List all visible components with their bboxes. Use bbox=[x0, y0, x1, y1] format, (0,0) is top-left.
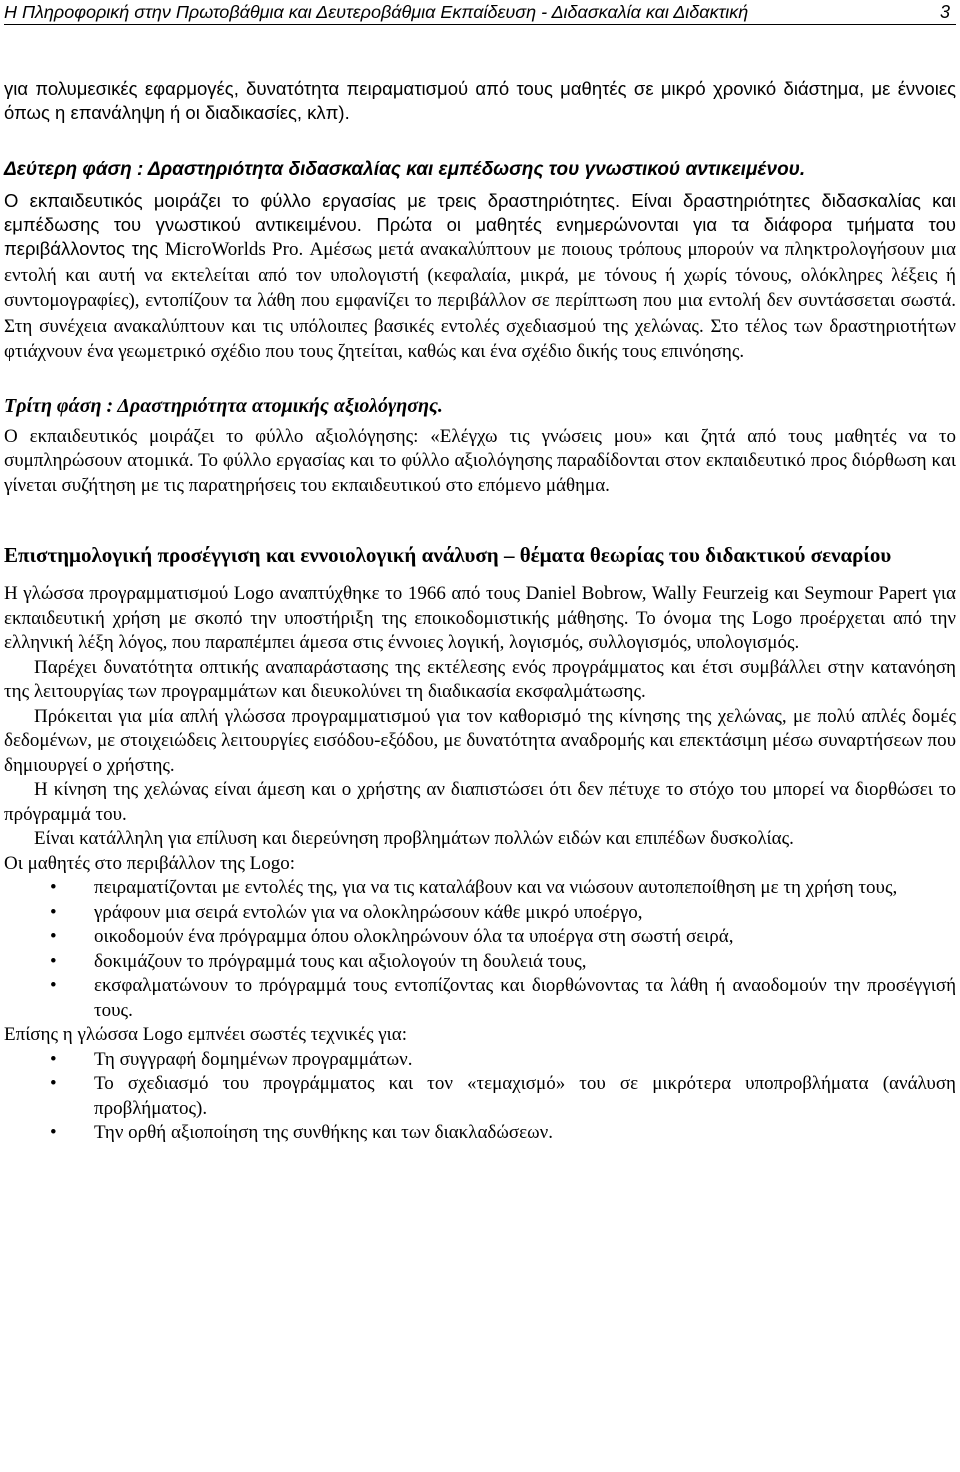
phase3-title: Τρίτη φάση : Δραστηριότητα ατομικής αξιολόγησης. bbox=[4, 394, 443, 417]
techniques-bullet-list bbox=[4, 1048, 956, 1146]
list-item bbox=[4, 901, 956, 926]
list-item bbox=[4, 1072, 956, 1121]
phase2-paragraph-a: Ο εκπαιδευτικός μοιράζει το φύλλο εργασίας με τρεις δραστηριότητες. Είναι δραστηριότητες διδασκαλίας και εμπέδωσης του γνωστικού αντικειμένου. Πρώτα οι μαθητές ενημερώνονται για τα διάφορα τμήματα του περιβάλλοντος της bbox=[4, 190, 956, 259]
phase2-paragraph bbox=[4, 189, 956, 365]
list-item-text: Το σχεδιασμό του προγράμματος και τον «τεμαχισμό» του σε μικρότερα υποπροβλήματα (ανάλυση προβλήματος). bbox=[94, 1073, 956, 1119]
section-title: Επιστημολογική προσέγγιση και εννοιολογική ανάλυση – θέματα θεωρίας του διδακτικού σεναρίου bbox=[4, 543, 892, 567]
section-paragraph: Η γλώσσα προγραμματισμού Logo αναπτύχθηκε το 1966 από τους Daniel Bobrow, Wally Feurzeig και Seymour Papert για εκπαιδευτική χρήση με σκοπό την υποστήριξη της εποικοδομιστικής μάθησης. Το όνομα της Logo προέρχεται από την ελληνική λέξη λόγος, που παραπέμπει άμεσα στις έννοιες λογική, λογισμός, συλλογισμός, υπολογισμός. bbox=[4, 583, 956, 653]
list-item-text: οικοδομούν ένα πρόγραμμα όπου ολοκληρώνουν όλα τα υποέργα στη σωστή σειρά, bbox=[94, 926, 734, 947]
page-number: 3 bbox=[939, 2, 950, 22]
techniques-intro: Επίσης η γλώσσα Logo εμπνέει σωστές τεχνικές για: bbox=[4, 1024, 407, 1045]
bullet-icon: • bbox=[50, 950, 57, 972]
list-item bbox=[4, 974, 956, 1023]
list-item bbox=[4, 925, 956, 950]
section-paragraph: Πρόκειται για μία απλή γλώσσα προγραμματισμού για τον καθορισμό της κίνησης της χελώνας, με πολύ απλές δομές δεδομένων, με στοιχειώδεις λειτουργίες εισόδου-εξόδου, με δυνατότητα αναδρομής και επεκτάσιμη μέσω συναρτήσεων που δημιουργεί ο χρήστης. bbox=[4, 705, 956, 776]
bullet-icon: • bbox=[50, 975, 57, 996]
section-paragraph: Η κίνηση της χελώνας είναι άμεση και ο χρήστης αν διαπιστώσει ότι δεν πέτυχε το στόχο του μπορεί να διορθώσει το πρόγραμμά του. bbox=[4, 779, 956, 825]
intro-continuation: για πολυμεσικές εφαρμογές, δυνατότητα πειραματισμού από τους μαθητές σε μικρό χρονικό διάστημα, με έννοιες όπως η επανάληψη ή οι διαδικασίες, κλπ). bbox=[4, 78, 956, 123]
list-item-text: Την ορθή αξιοποίηση της συνθήκης και των διακλαδώσεων. bbox=[94, 1122, 553, 1143]
students-bullet-list bbox=[4, 876, 956, 1023]
list-item-text: δοκιμάζουν το πρόγραμμά τους και αξιολογούν τη δουλειά τους, bbox=[94, 950, 587, 972]
list-item bbox=[4, 876, 956, 901]
list-item-text: γράφουν μια σειρά εντολών για να ολοκληρώσουν κάθε μικρό υποέργο, bbox=[94, 901, 643, 923]
section-paragraph: Είναι κατάλληλη για επίλυση και διερεύνηση προβλημάτων πολλών ειδών και επιπέδων δυσκολίας. bbox=[34, 828, 794, 849]
phase3-paragraph: Ο εκπαιδευτικός μοιράζει το φύλλο αξιολόγησης: «Ελέγχω τις γνώσεις μου» και ζητά από τους μαθητές να το συμπληρώσουν ατομικά. Το φύλλο εργασίας και το φύλλο αξιολόγησης παραδίδονται στον εκπαιδευτικό προς διόρθωση και γίνεται συζήτηση με τις παρατηρήσεις του εκπαιδευτικού στο επόμενο μάθημα. bbox=[4, 425, 956, 496]
document-page bbox=[4, 0, 956, 1146]
bullet-icon: • bbox=[50, 901, 57, 923]
bullet-icon: • bbox=[50, 1122, 57, 1143]
section-paragraph: Παρέχει δυνατότητα οπτικής αναπαράστασης της εκτέλεσης ενός προγράμματος και έτσι συμβάλλει στην κατανόηση της λειτουργίας των προγραμμάτων και διευκολύνει τη διαδικασία εκσφαλμάτωσης. bbox=[4, 656, 956, 702]
list-item bbox=[4, 1048, 956, 1073]
students-intro: Οι μαθητές στο περιβάλλον της Logo: bbox=[4, 852, 296, 874]
list-item-text: εκσφαλματώνουν το πρόγραμμά τους εντοπίζοντας και διορθώνοντας τα λάθη ή αναοδομούν την προσέγγισή τους. bbox=[94, 975, 956, 1021]
header-title: Η Πληροφορική στην Πρωτοβάθμια και Δευτεροβάθμια Εκπαίδευση - Διδασκαλία και Διδακτική bbox=[4, 2, 749, 22]
list-item-text: Τη συγγραφή δομημένων προγραμμάτων. bbox=[94, 1048, 413, 1070]
bullet-icon: • bbox=[50, 1073, 57, 1094]
bullet-icon: • bbox=[50, 877, 57, 898]
phase2-title: Δεύτερη φάση : Δραστηριότητα διδασκαλίας και εμπέδωσης του γνωστικού αντικειμένου. bbox=[4, 159, 806, 180]
bullet-icon: • bbox=[50, 926, 57, 947]
list-item-text: πειραματίζονται με εντολές της, για να τις καταλάβουν και να νιώσουν αυτοπεποίθηση με τη χρήση τους, bbox=[94, 877, 898, 898]
list-item bbox=[4, 950, 956, 975]
list-item bbox=[4, 1121, 956, 1146]
running-header bbox=[4, 1, 956, 25]
bullet-icon: • bbox=[50, 1048, 57, 1070]
phase2-paragraph-b: MicroWorlds Pro. Αμέσως μετά ανακαλύπτουν με ποιους τρόπους μπορούν να πληκτρολογήσουν μια εντολή και αυτή να εκτελείται από τον υπολογιστή (κεφαλαία, μικρά, με τόνους ή χωρίς τόνους, ολόκληρες λέξεις ή συντομογραφίες), εντοπίζουν τα λάθη που εμφανίζει το περιβάλλον σε περίπτωση που μια εντολή δεν συντάσσεται σωστά. Στη συνέχεια ανακαλύπτουν και τις υπόλοιπες βασικές εντολές σχεδιασμού της χελώνας. Στο τέλος των δραστηριοτήτων φτιάχνουν ένα γεωμετρικό σχέδιο που τους ζητείται, καθώς και ένα σχέδιο δικής τους επινόησης. bbox=[4, 239, 956, 362]
